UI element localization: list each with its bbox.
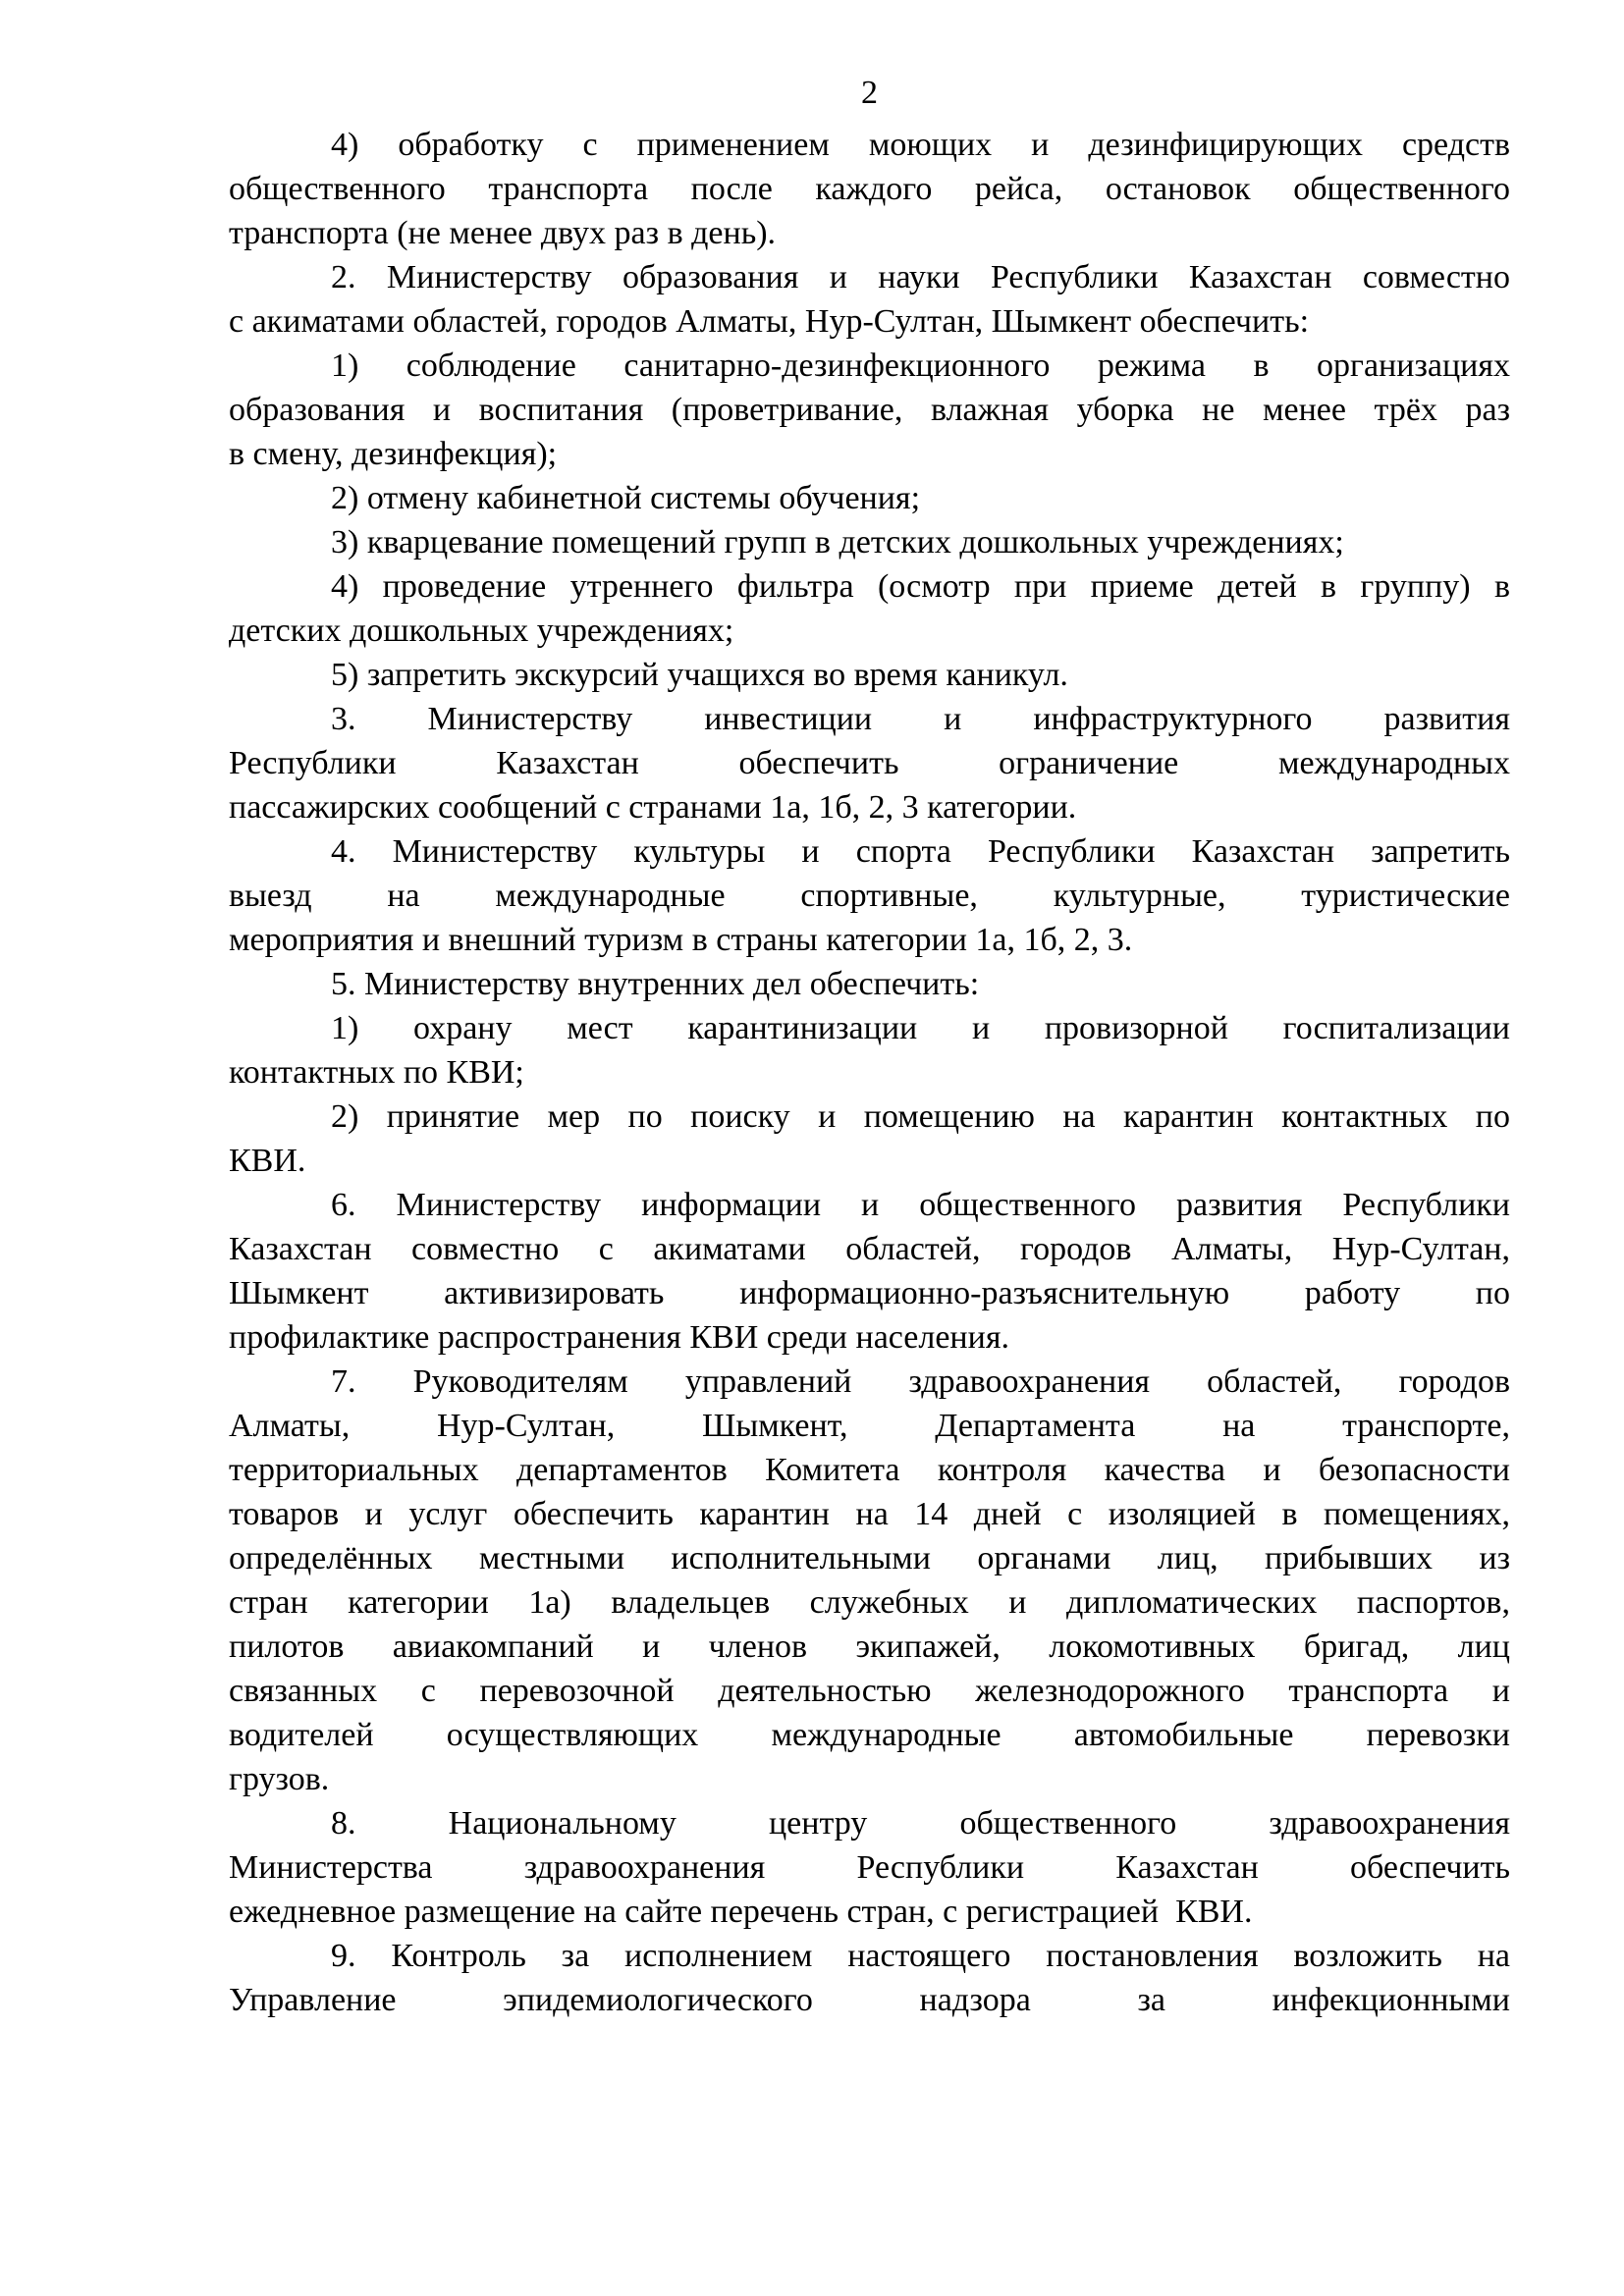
text-line: 1) охрану мест карантинизации и провизорной госпитализации (331, 1010, 1510, 1046)
text-line: КВИ. (229, 1143, 306, 1179)
text-line: 9. Контроль за исполнением настоящего постановления возложить на (331, 1938, 1510, 1974)
text-line: транспорта (не менее двух раз в день). (229, 215, 777, 251)
text-line: 1) соблюдение санитарно-дезинфекционного режима в организациях (331, 347, 1510, 384)
text-line: стран категории 1а) владельцев служебных и дипломатических паспортов, (229, 1584, 1510, 1621)
text-line: контактных по КВИ; (229, 1054, 524, 1091)
text-line: 4) обработку с применением моющих и дезинфицирующих средств (331, 127, 1510, 163)
text-line: Шымкент активизировать информационно-разъяснительную работу по (229, 1275, 1510, 1311)
paragraph (229, 123, 1510, 255)
text-line: пилотов авиакомпаний и членов экипажей, локомотивных бригад, лиц (229, 1629, 1510, 1665)
text-line: Управление эпидемиологического надзора за инфекционными (229, 1982, 1510, 2018)
text-line: 2. Министерству образования и науки Республики Казахстан совместно (331, 259, 1510, 295)
text-line: 5. Министерству внутренних дел обеспечить: (331, 966, 980, 1002)
paragraph (229, 255, 1510, 344)
text-line: грузов. (229, 1761, 330, 1797)
text-line: Алматы, Нур-Султан, Шымкент, Департамента на транспорте, (229, 1408, 1510, 1444)
paragraph (229, 344, 1510, 476)
text-line: 4. Министерству культуры и спорта Республики Казахстан запретить (331, 833, 1510, 870)
text-line: профилактике распространения КВИ среди населения. (229, 1319, 1009, 1356)
text-line: в смену, дезинфекция); (229, 436, 558, 472)
text-line: 3. Министерству инвестиции и инфраструктурного развития (331, 701, 1510, 737)
text-line: водителей осуществляющих международные автомобильные перевозки (229, 1717, 1510, 1753)
text-line: территориальных департаментов Комитета контроля качества и безопасности (229, 1452, 1510, 1488)
text-line: определённых местными исполнительными органами лиц, прибывших из (229, 1540, 1510, 1576)
paragraph (229, 1006, 1510, 1095)
paragraph (229, 1934, 1510, 2022)
paragraph (229, 653, 1510, 697)
text-line: пассажирских сообщений с странами 1а, 1б, 2, 3 категории. (229, 789, 1077, 826)
paragraph (229, 829, 1510, 962)
paragraph (229, 1801, 1510, 1934)
text-line: связанных с перевозочной деятельностью железнодорожного транспорта и (229, 1673, 1510, 1709)
text-line: Казахстан совместно с акиматами областей, городов Алматы, Нур-Султан, (229, 1231, 1510, 1267)
paragraph (229, 476, 1510, 520)
text-line: 2) принятие мер по поиску и помещению на карантин контактных по (331, 1098, 1510, 1135)
text-line: 2) отмену кабинетной системы обучения; (331, 480, 921, 516)
text-line: с акиматами областей, городов Алматы, Нур-Султан, Шымкент обеспечить: (229, 303, 1310, 340)
text-line: Республики Казахстан обеспечить ограничение международных (229, 745, 1510, 781)
text-line: 5) запретить экскурсий учащихся во время каникул. (331, 657, 1068, 693)
text-line: мероприятия и внешний туризм в страны категории 1а, 1б, 2, 3. (229, 922, 1133, 958)
text-line: 4) проведение утреннего фильтра (осмотр при приеме детей в группу) в (331, 568, 1510, 605)
text-line: ежедневное размещение на сайте перечень стран, с регистрацией КВИ. (229, 1894, 1253, 1930)
text-line: Министерства здравоохранения Республики Казахстан обеспечить (229, 1849, 1510, 1886)
paragraph (229, 520, 1510, 564)
document-body (229, 123, 1510, 2022)
text-line: общественного транспорта после каждого рейса, остановок общественного (229, 171, 1510, 207)
paragraph (229, 1183, 1510, 1360)
paragraph (229, 1360, 1510, 1801)
text-line: 3) кварцевание помещений групп в детских дошкольных учреждениях; (331, 524, 1344, 561)
text-line: 8. Национальному центру общественного здравоохранения (331, 1805, 1510, 1842)
paragraph (229, 962, 1510, 1006)
text-line: детских дошкольных учреждениях; (229, 613, 734, 649)
text-line: выезд на международные спортивные, культурные, туристические (229, 878, 1510, 914)
text-line: 7. Руководителям управлений здравоохранения областей, городов (331, 1363, 1510, 1400)
text-line: образования и воспитания (проветривание, влажная уборка не менее трёх раз (229, 392, 1510, 428)
text-line: товаров и услуг обеспечить карантин на 14 дней с изоляцией в помещениях, (229, 1496, 1510, 1532)
text-line: 6. Министерству информации и общественного развития Республики (331, 1187, 1510, 1223)
paragraph (229, 697, 1510, 829)
paragraph (229, 564, 1510, 653)
paragraph (229, 1095, 1510, 1183)
page-number: 2 (861, 75, 878, 111)
